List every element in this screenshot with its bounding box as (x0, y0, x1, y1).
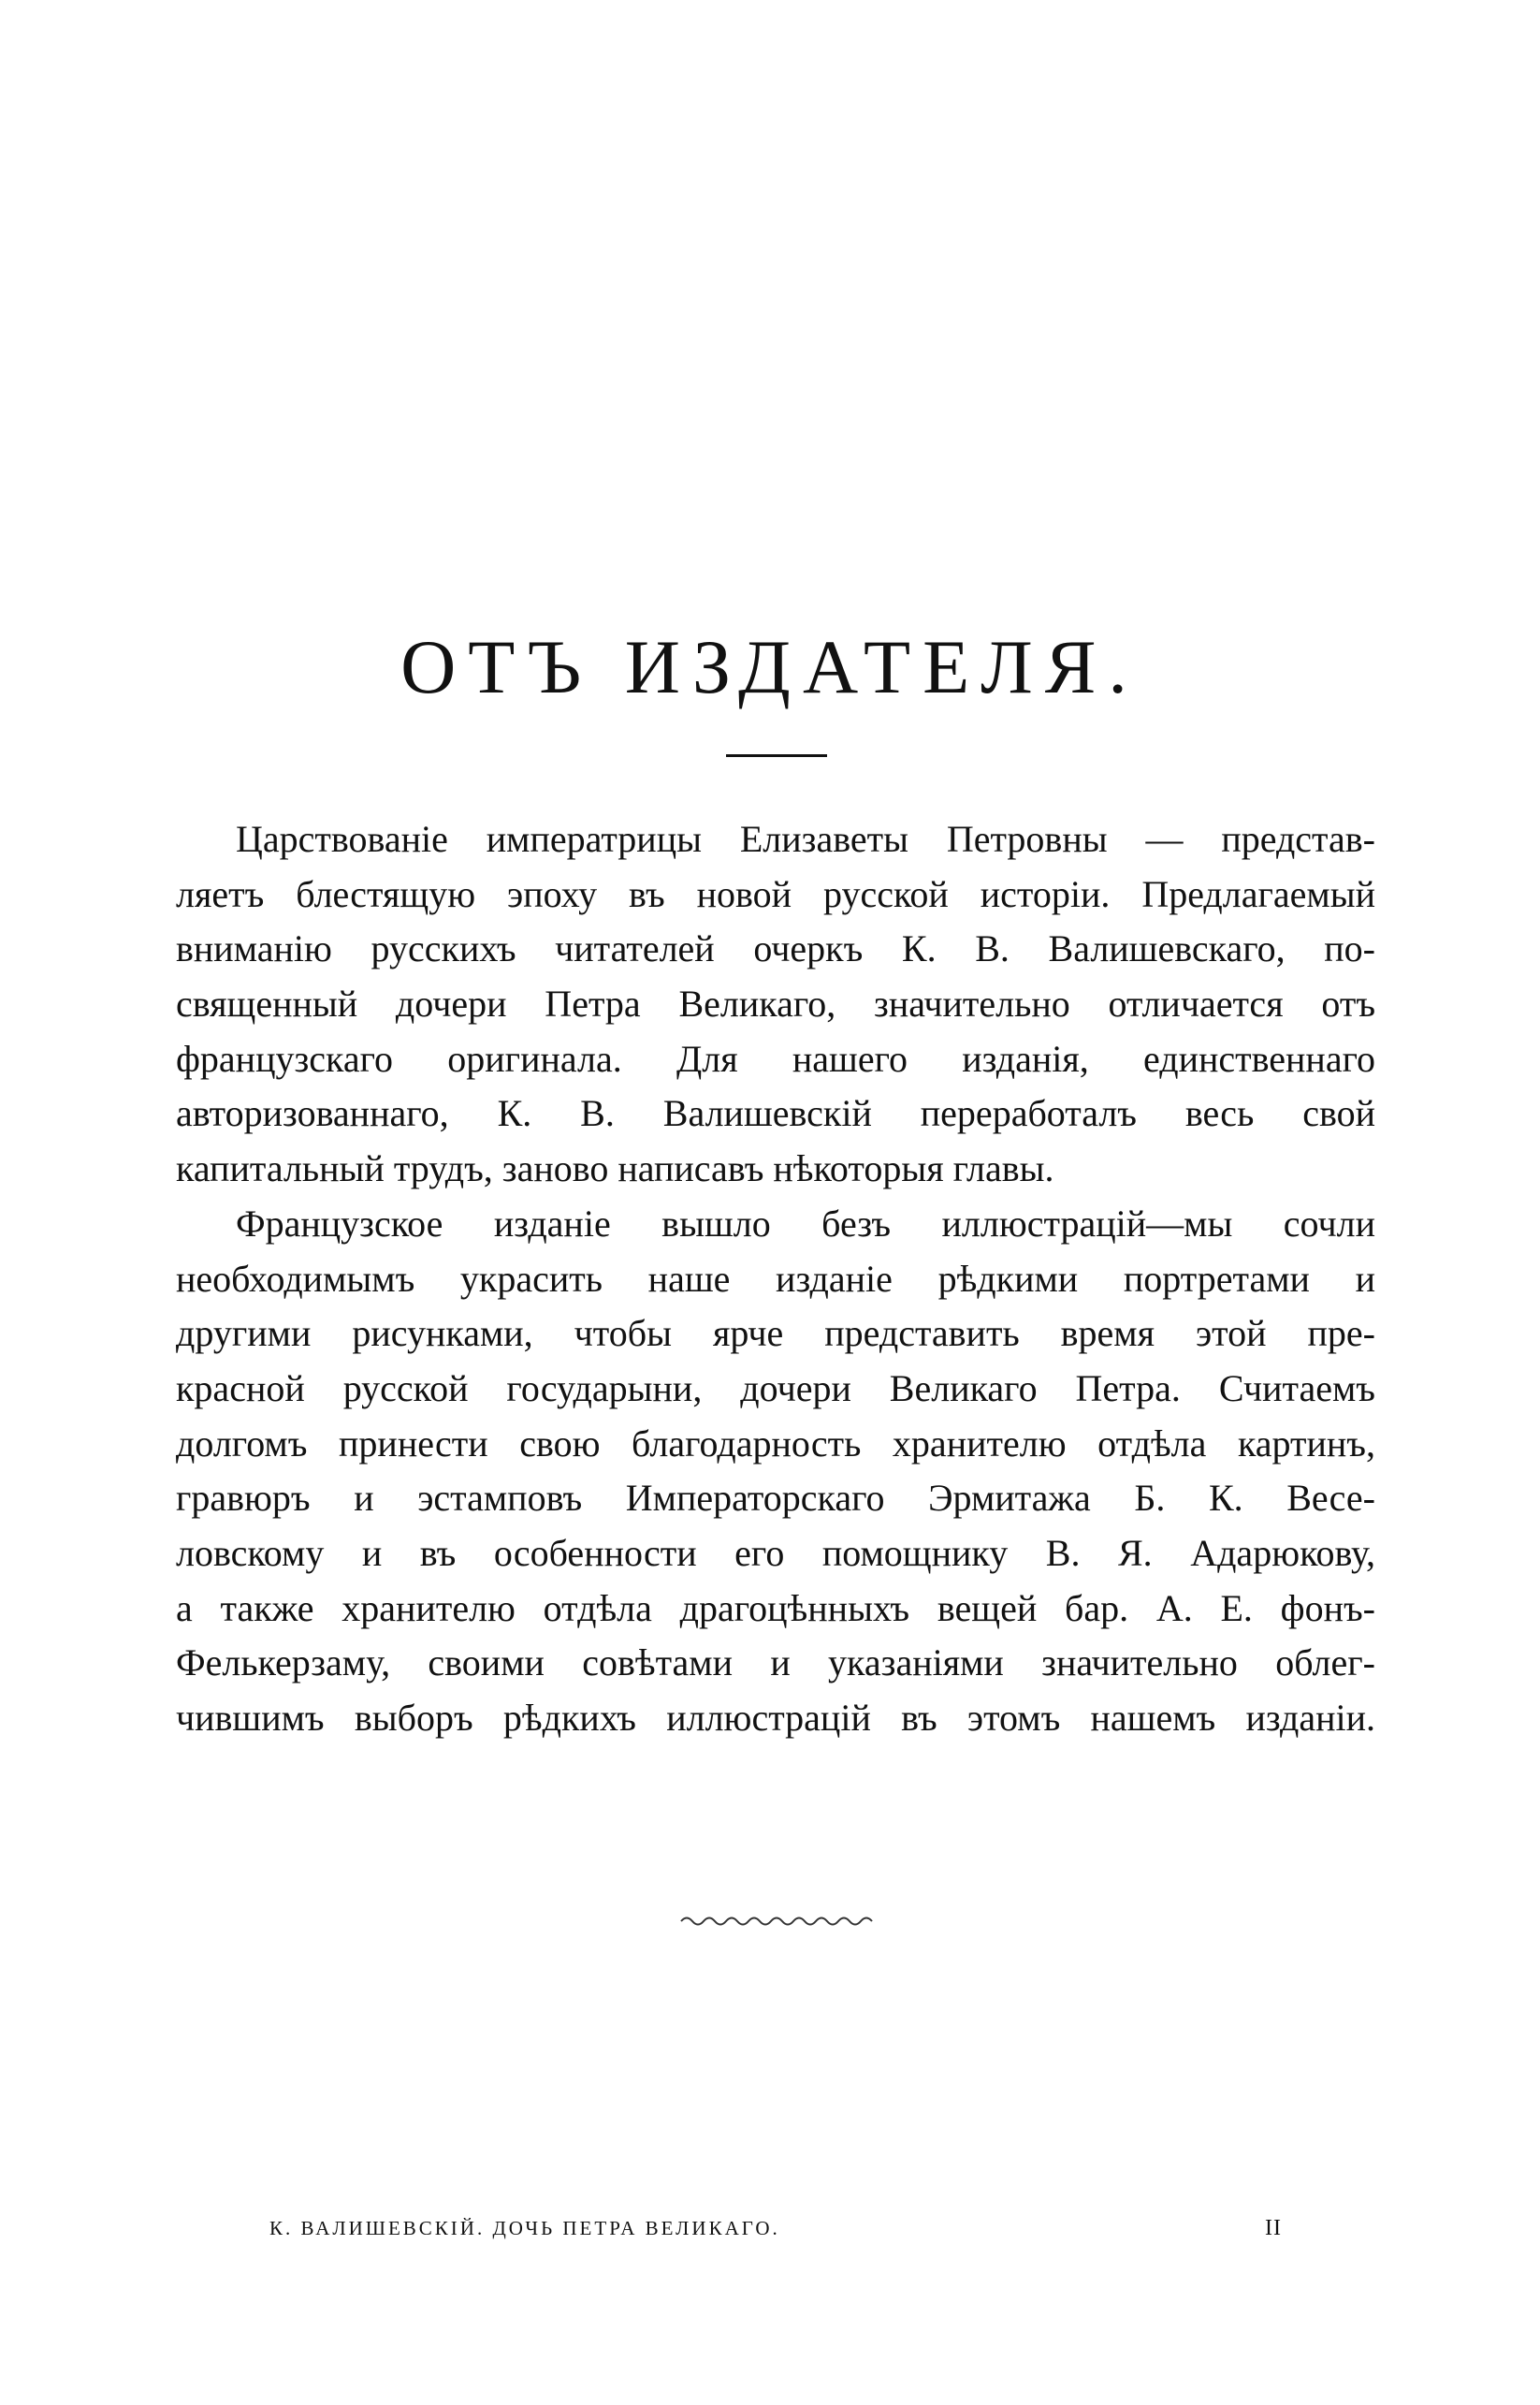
running-head: К. ВАЛИШЕВСКІЙ. ДОЧЬ ПЕТРА ВЕЛИКАГО. (269, 2217, 780, 2239)
text-line: необходимымъ украсить наше изданіе рѣдкими портретами и (176, 1257, 1375, 1300)
text-line: а также хранителю отдѣла драгоцѣнныхъ вещей бар. А. Е. фонъ- (176, 1586, 1375, 1629)
paragraph-1 (176, 812, 1375, 1197)
text-line: капитальный трудъ, заново написавъ нѣкоторыя главы. (176, 1147, 1054, 1190)
text-line: Французское изданіе вышло безъ иллюстрацій—мы сочли (236, 1202, 1375, 1245)
page-title: ОТЪ ИЗДАТЕЛЯ. (400, 624, 1140, 709)
page-number: II (1265, 2216, 1282, 2240)
text-line: ляетъ блестящую эпоху въ новой русской исторіи. Предлагаемый (176, 872, 1375, 915)
page-footer (269, 2214, 1282, 2242)
text-line: священный дочери Петра Великаго, значительно отличается отъ (176, 983, 1375, 1026)
text-line: авторизованнаго, К. В. Валишевскій переработалъ весь свой (176, 1092, 1375, 1135)
text-line: другими рисунками, чтобы ярче представить время этой пре- (176, 1312, 1375, 1355)
wavy-ornament (679, 1913, 876, 1930)
text-line: гравюръ и эстамповъ Императорскаго Эрмитажа Б. К. Весе- (176, 1477, 1375, 1520)
title-divider (726, 754, 827, 757)
text-line: чившимъ выборъ рѣдкихъ иллюстрацій въ этомъ нашемъ изданіи. (176, 1697, 1375, 1739)
text-line: Фелькерзаму, своими совѣтами и указаніями значительно облег- (176, 1641, 1375, 1684)
text-line: красной русской государыни, дочери Великаго Петра. Считаемъ (176, 1366, 1375, 1409)
text-line: долгомъ принести свою благодарность хранителю отдѣла картинъ, (176, 1421, 1375, 1465)
body-text (176, 812, 1375, 1746)
paragraph-2 (176, 1197, 1375, 1746)
text-line: французскаго оригинала. Для нашего изданія, единственнаго (176, 1037, 1375, 1080)
text-line: ловскому и въ особенности его помощнику В. Я. Адарюкову, (176, 1531, 1375, 1574)
text-line: вниманію русскихъ читателей очеркъ К. В. Валишевскаго, по- (176, 927, 1375, 970)
text-line: Царствованіе императрицы Елизаветы Петровны — представ- (236, 818, 1375, 860)
